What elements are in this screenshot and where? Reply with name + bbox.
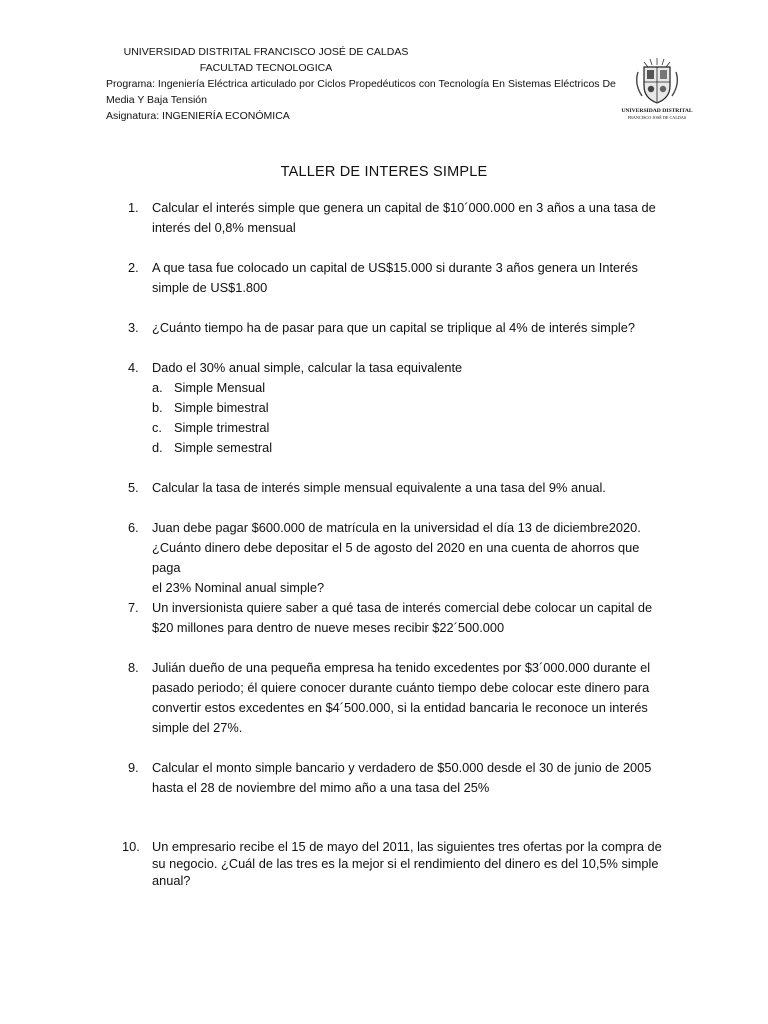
question-3: 3. ¿Cuánto tiempo ha de pasar para que un capital se triplique al 4% de interés simple? xyxy=(128,320,636,335)
question-7: 7. Un inversionista quiere saber a qué tasa de interés comercial debe colocar un capital de $20 millones para dentro de nueve meses recibir $22´500.000 xyxy=(128,600,653,635)
subitem-b: b. Simple bimestral xyxy=(152,400,269,415)
document-header xyxy=(106,44,626,124)
question-5: 5. Calcular la tasa de interés simple mensual equivalente a una tasa del 9% anual. xyxy=(128,480,606,495)
university-crest-icon xyxy=(620,56,694,122)
worksheet-title: TALLER DE INTERES SIMPLE xyxy=(280,164,488,180)
subitem-c: c. Simple trimestral xyxy=(152,420,270,435)
university-name: UNIVERSIDAD DISTRITAL FRANCISCO JOSÉ DE CALDAS xyxy=(123,46,409,58)
question-10: 10. Un empresario recibe el 15 de mayo del 2011, las siguientes tres ofertas por la compra de su negocio. ¿Cuál de las tres es la mejor si el rendimiento del dinero es del 10,5% simple anual? xyxy=(122,839,662,888)
program-line-1: Programa: Ingeniería Eléctrica articulado por Ciclos Propedéuticos con Tecnología En Sistemas Eléctricos De xyxy=(106,78,616,90)
subitem-d: d. Simple semestral xyxy=(152,440,273,455)
question-8: 8. Julián dueño de una pequeña empresa ha tenido excedentes por $3´000.000 durante el pasado periodo; él quiere conocer durante cuánto tiempo debe colocar este dinero para convertir estos excedentes en $4´500.000, si la entidad bancaria le reconoce un interés simple del 27%. xyxy=(128,660,651,735)
svg-text:FRANCISCO JOSÉ DE CALDAS: FRANCISCO JOSÉ DE CALDAS xyxy=(627,115,687,120)
program-line-2: Media Y Baja Tensión xyxy=(106,94,207,106)
svg-text:UNIVERSIDAD DISTRITAL: UNIVERSIDAD DISTRITAL xyxy=(621,108,693,114)
question-2: 2. A que tasa fue colocado un capital de US$15.000 si durante 3 años genera un Interés simple de US$1.800 xyxy=(128,260,638,295)
question-1: 1. Calcular el interés simple que genera un capital de $10´000.000 en 3 años a una tasa de interés del 0,8% mensual xyxy=(128,200,656,235)
faculty-name: FACULTAD TECNOLOGICA xyxy=(199,62,333,74)
question-6: 6. Juan debe pagar $600.000 de matrícula en la universidad el día 13 de diciembre2020. ¿Cuánto dinero debe depositar el 5 de agosto del 2020 en una cuenta de ahorros que paga el 23% Nominal anual simple? xyxy=(128,520,641,595)
question-4: 4. Dado el 30% anual simple, calcular la tasa equivalente a. Simple Mensual b. Simple bimestral c. Simple trimestral d. Simple semestral xyxy=(128,358,663,458)
question-9: 9. Calcular el monto simple bancario y verdadero de $50.000 desde el 30 de junio de 2005 hasta el 28 de noviembre del mimo año a una tasa del 25% xyxy=(128,760,652,795)
subitem-a: a. Simple Mensual xyxy=(152,380,266,395)
university-logo xyxy=(620,56,694,122)
subject-line: Asignatura: INGENIERÍA ECONÓMICA xyxy=(106,110,290,122)
